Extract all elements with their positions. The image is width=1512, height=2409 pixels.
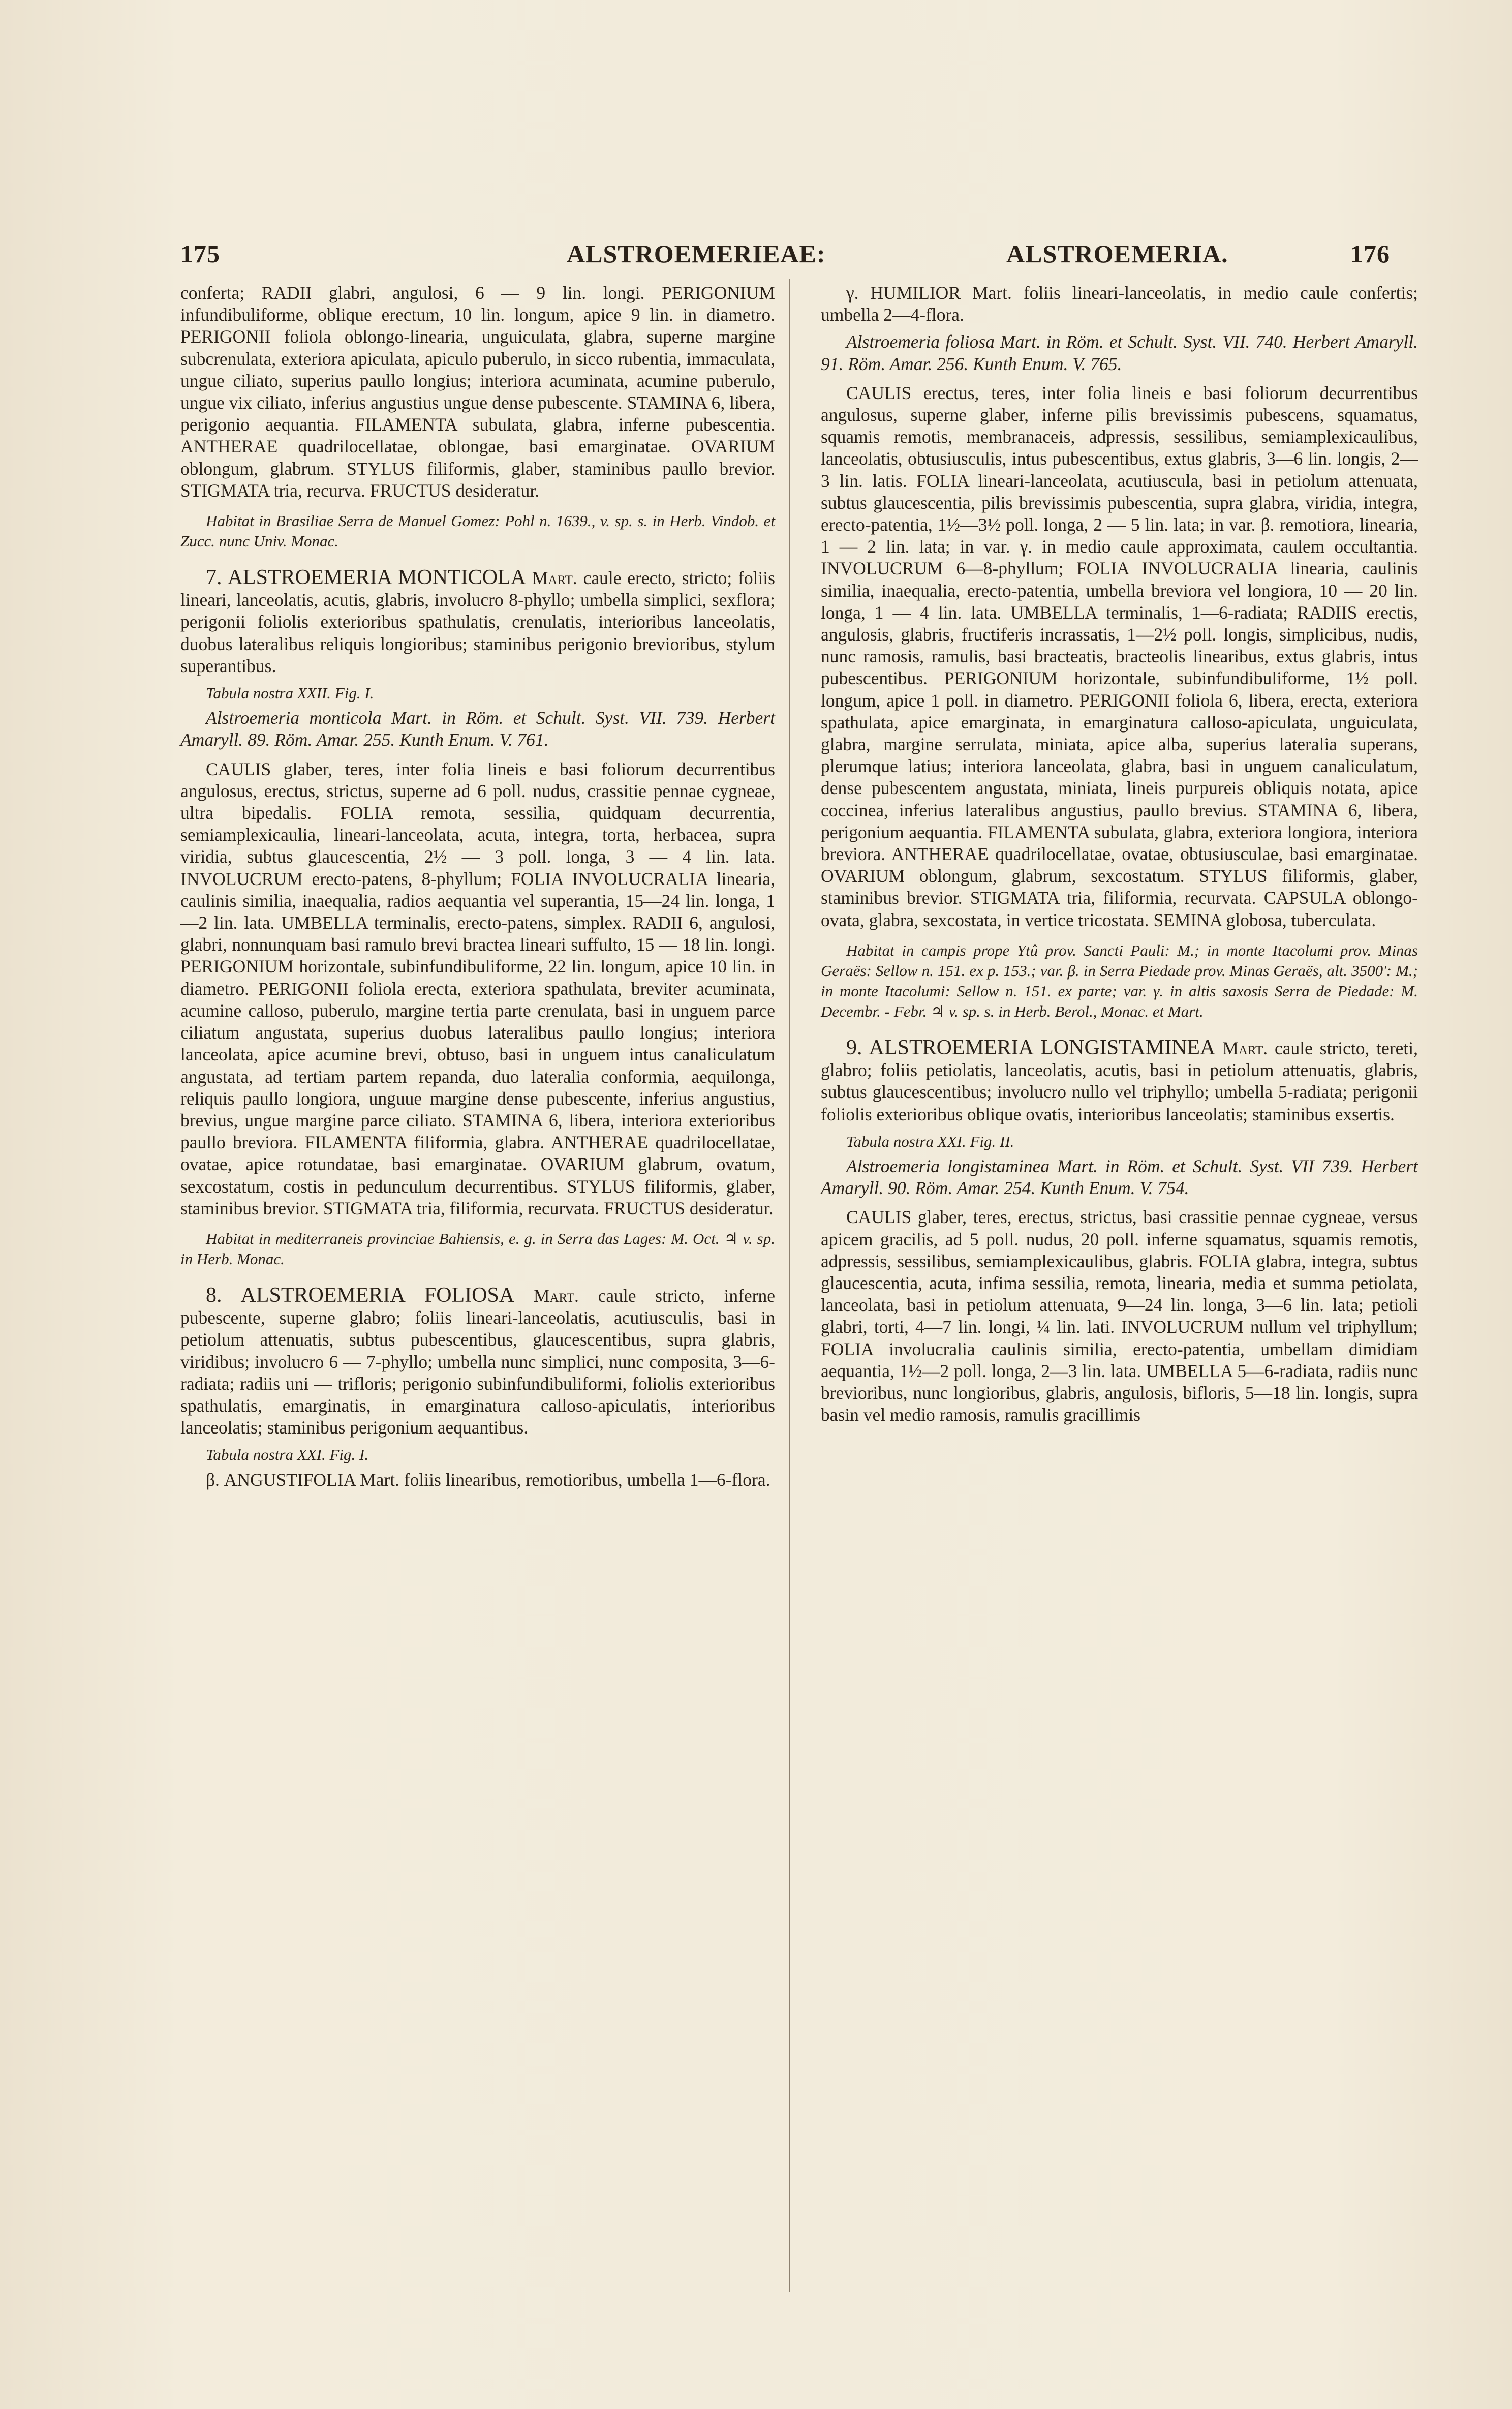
left-column	[180, 282, 775, 1496]
species-7-heading: 7. ALSTROEMERIA MONTICOLA	[206, 566, 527, 590]
species-8-author: Mart.	[533, 1285, 579, 1306]
species-7-author: Mart.	[532, 568, 577, 589]
species-9-entry	[821, 1037, 1418, 1125]
page-number-left: 175	[180, 239, 220, 268]
species-9-description: CAULIS glaber, teres, erectus, strictus, basi crassitie pennae cygneae, versus apicem gracilis, ad 5 poll. nudus, 20 poll. inferne squamatus, squamis remotis, adpressis, sessilibus, semiamplexicaulibus, glabris. FOLIA glabra, integra, subtus glaucescentia, acuta, infima sessilia, remota, linearia, media et summa petiolata, lanceolata, basi in petiolum attenuata, 9—24 lin. longa, 3—6 lin. lata; petioli glabri, torti, 4—7 lin. longi, ¼ lin. lati. INVOLUCRUM nullum vel triphyllum; FOLIA involucralia caulinis similia, erecto-patentia, umbellam dimidiam aequantia, 1½—2 poll. longa, 2—3 lin. lata. UMBELLA 5—6-radiata, radiis nunc brevioribus, nunc longioribus, glabris, angulosis, bifloris, 5—18 lin. longis, supra basin vel medio ramosis, ramulis gracillimis	[821, 1207, 1418, 1425]
species-8-entry	[180, 1285, 775, 1439]
column-divider	[789, 279, 790, 2292]
species-8-description: CAULIS erectus, teres, inter folia lineis e basi foliorum decurrentibus angulosus, superne glaber, inferne pilis brevissimis pubescens, squamatus, squamis remotis, membranaceis, adpressis, sessilibus, semiamplexicaulibus, lanceolatis, obtusiusculis, intus pubescentibus, extus glabris, 3—6 lin. longis, 2—3 lin. latis. FOLIA lineari-lanceolata, acutiuscula, basi in petiolum attenuata, subtus glaucescentia, pilis brevissimis pubescentia, supra glabra, viridia, integra, erecto-patentia, 1½—3½ poll. longa, 2 — 5 lin. lata; in var. β. remotiora, linearia, 1 — 2 lin. lata; in var. γ. in medio caule approximata, caulem occultantia. INVOLUCRUM 6—8-phyllum; FOLIA INVOLUCRALIA linearia, caulinis similia, inaequalia, erecto-patentia, umbella breviora vel longiora, 10 — 20 lin. longa, 1 — 4 lin. lata. UMBELLA terminalis, 1—6-radiata; RADIIS erectis, angulosis, glabris, fructiferis incrassatis, 1—2½ poll. longis, simplicibus, nudis, nunc ramosis, ramulis, basi bracteatis, bracteolis linearibus, extus glabris, intus pubescentibus. PERIGONIUM horizontale, subinfundibuliforme, 1½ poll. longum, apice 1 poll. in diametro. PERIGONII foliola 6, libera, erecta, exteriora spathulata, apice emarginata, in emarginatura calloso-apiculata, unguiculata, glabra, margine serrulata, miniata, apice alba, superius lateralia superans, plerumque latius; interiora lanceolata, glabra, basi in unguem canaliculatum, dense pubescentem angustata, miniata, lineis purpureis obliquis notata, apice coccinea, inferius lateralibus angustius, paullo brevius. STAMINA 6, libera, perigonium aequantia. FILAMENTA subulata, glabra, exteriora longiora, interiora breviora. ANTHERAE quadrilocellatae, ovatae, obtusiusculae, basi emarginatae. OVARIUM oblongum, glabrum, sexcostatum. STYLUS filiformis, glaber, staminibus brevior. STIGMATA tria, filiformia, recurvata. CAPSULA oblongo-ovata, glabra, sexcostata, in vertice tricostata. SEMINA globosa, tuberculata.	[821, 382, 1418, 930]
species-7-synonymy: Alstroemeria monticola Mart. in Röm. et Schult. Syst. VII. 739. Herbert Amaryll. 89. Röm. Amar. 255. Kunth Enum. V. 761.	[180, 708, 775, 750]
species-8-heading: 8. ALSTROEMERIA FOLIOSA	[206, 1283, 515, 1307]
species-9-diagnosis: caule stricto, tereti, glabro; foliis petiolatis, lanceolatis, acutis, basi in petiolum attenuatis, glabris, subtus glaucescentibus; involucro nullo vel triphyllo; umbella 5-radiata; perigonii foliolis exterioribus oblique ovatis, interioribus lanceolatis; staminibus exsertis.	[821, 1038, 1418, 1124]
habitat-note: Habitat in Brasiliae Serra de Manuel Gomez: Pohl n. 1639., v. sp. s. in Herb. Vindob. et Zucc. nunc Univ. Monac.	[180, 512, 775, 551]
species-7-diagnosis: caule erecto, stricto; foliis lineari, lanceolatis, acutis, glabris, involucro 8-phyllo; umbella simplici, sexflora; perigonii foliolis exterioribus spathulatis, crenulatis, interioribus lanceolatis, duobus lateralibus reliquis longioribus; staminibus perigonio brevioribus, stylum superantibus.	[180, 568, 775, 676]
species-7-plate: Tabula nostra XXII. Fig. I.	[206, 684, 374, 703]
habitat-note: Habitat in campis prope Ytû prov. Sancti Pauli: M.; in monte Itacolumi prov. Minas Geraës: Sellow n. 151. ex p. 153.; var. β. in Serra Piedade prov. Minas Geraës, alt. 3500': M.; in monte Itacolumi: Sellow n. 151. ex parte; var. γ. in altis saxosis Serra de Piedade: M. Decembr. - Febr. ♃ v. sp. s. in Herb. Berol., Monac. et Mart.	[821, 941, 1418, 1020]
species-8-diagnosis: caule stricto, inferne pubescente, superne glabro; foliis lineari-lanceolatis, acutiusculis, basi in petiolum attenuatis, subtus pubescentibus, glaucescentibus, supra glabris, viridibus; involucro 6 — 7-phyllo; umbella nunc simplici, nunc composita, 3—6-radiata; radiis uni — trifloris; perigonio subinfundibuliformi, foliolis exterioribus spathulatis, emarginatis, in emarginatura calloso-apiculatis, interioribus lanceolatis; staminibus perigonium aequantibus.	[180, 1285, 775, 1438]
variety-gamma: γ. HUMILIOR Mart. foliis lineari-lanceolatis, in medio caule confertis; umbella 2—4-flora.	[821, 283, 1418, 325]
right-column	[821, 282, 1418, 1431]
species-7-entry	[180, 567, 775, 677]
page-number-right: 176	[1350, 239, 1390, 268]
species-9-heading: 9. ALSTROEMERIA LONGISTAMINEA	[846, 1035, 1216, 1059]
header-title-left: ALSTROEMERIEAE:	[567, 239, 826, 268]
habitat-note: Habitat in mediterraneis provinciae Bahiensis, e. g. in Serra das Lages: M. Oct. ♃ v. sp. in Herb. Monac.	[180, 1229, 775, 1268]
species-7-description: CAULIS glaber, teres, inter folia lineis e basi foliorum decurrentibus angulosus, erectus, strictus, superne ad 6 poll. nudus, crassitie pennae cygneae, ultra bipedalis. FOLIA remota, sessilia, quidquam decurrentia, semiamplexicaulia, lineari-lanceolata, acuta, integra, torta, herbacea, supra viridia, subtus glaucescentia, 2½ — 3 poll. longa, 3 — 4 lin. lata. INVOLUCRUM erecto-patens, 8-phyllum; FOLIA INVOLUCRALIA linearia, caulinis similia, inaequalia, radios aequantia vel superantia, 15—24 lin. longa, 1—2 lin. lata. UMBELLA terminalis, erecto-patens, simplex. RADII 6, angulosi, glabri, nonnunquam basi ramulo brevi bractea lineari suffulto, 15 — 18 lin. longi. PERIGONIUM horizontale, subinfundibuliforme, 22 lin. longum, apice 10 lin. in diametro. PERIGONII foliola erecta, exteriora spathulata, breviter acuminata, acumine calloso, puberulo, margine tertia parte crenulata, basi in unguem parce ciliatum angustata, superius duobus lateralibus paullo longius; interiora lanceolata, apice acumine brevi, obtuso, basi in unguem intus canaliculatum angustata, ad tertiam partem repanda, duo lateralia conformia, aequilonga, reliquis paullo longiora, unguue margine dense pubescente, inferius angustius, brevius, ungue margine parce ciliato. STAMINA 6, libera, interiora exterioribus paullo breviora. FILAMENTA filiformia, glabra. ANTHERAE quadrilocellatae, ovatae, apice rotundatae, basi emarginatae. OVARIUM glabrum, ovatum, sexcostatum, costis in pedunculum decurrentibus. STYLUS filiformis, glaber, staminibus brevior. STIGMATA tria, filiformia, recurvata. FRUCTUS desideratur.	[180, 758, 775, 1218]
description-continued: conferta; RADII glabri, angulosi, 6 — 9 lin. longi. PERIGONIUM infundibuliforme, oblique erectum, 10 lin. longum, apice 9 lin. in diametro. PERIGONII foliola oblongo-linearia, unguiculata, glabra, superne margine subcrenulata, exteriora apiculata, apiculo puberulo, in sicco rubentia, immaculata, ungue ciliato, superius paullo longius; interiora acuminata, acumine puberulo, ungue vix ciliato, inferius angustius ungue dense pubescente. STAMINA 6, libera, perigonio aequantia. FILAMENTA subulata, glabra, inferne pubescentia. ANTHERAE quadrilocellatae, oblongae, basi emarginatae. OVARIUM oblongum, glabrum. STYLUS filiformis, glaber, staminibus paullo brevior. STIGMATA tria, recurva. FRUCTUS desideratur.	[180, 283, 775, 501]
species-9-plate: Tabula nostra XXI. Fig. II.	[846, 1132, 1014, 1150]
species-8-synonymy: Alstroemeria foliosa Mart. in Röm. et Schult. Syst. VII. 740. Herbert Amaryll. 91. Röm. Amar. 256. Kunth Enum. V. 765.	[821, 331, 1418, 374]
species-9-synonymy: Alstroemeria longistaminea Mart. in Röm. et Schult. Syst. VII 739. Herbert Amaryll. 90. Röm. Amar. 254. Kunth Enum. V. 754.	[821, 1155, 1418, 1199]
variety-beta: β. ANGUSTIFOLIA Mart. foliis linearibus, remotioribus, umbella 1—6-flora.	[206, 1469, 770, 1490]
header-title-right: ALSTROEMERIA.	[1006, 239, 1228, 268]
running-header	[180, 239, 1390, 275]
species-9-author: Mart.	[1222, 1038, 1268, 1058]
species-8-plate: Tabula nostra XXI. Fig. I.	[206, 1446, 369, 1464]
